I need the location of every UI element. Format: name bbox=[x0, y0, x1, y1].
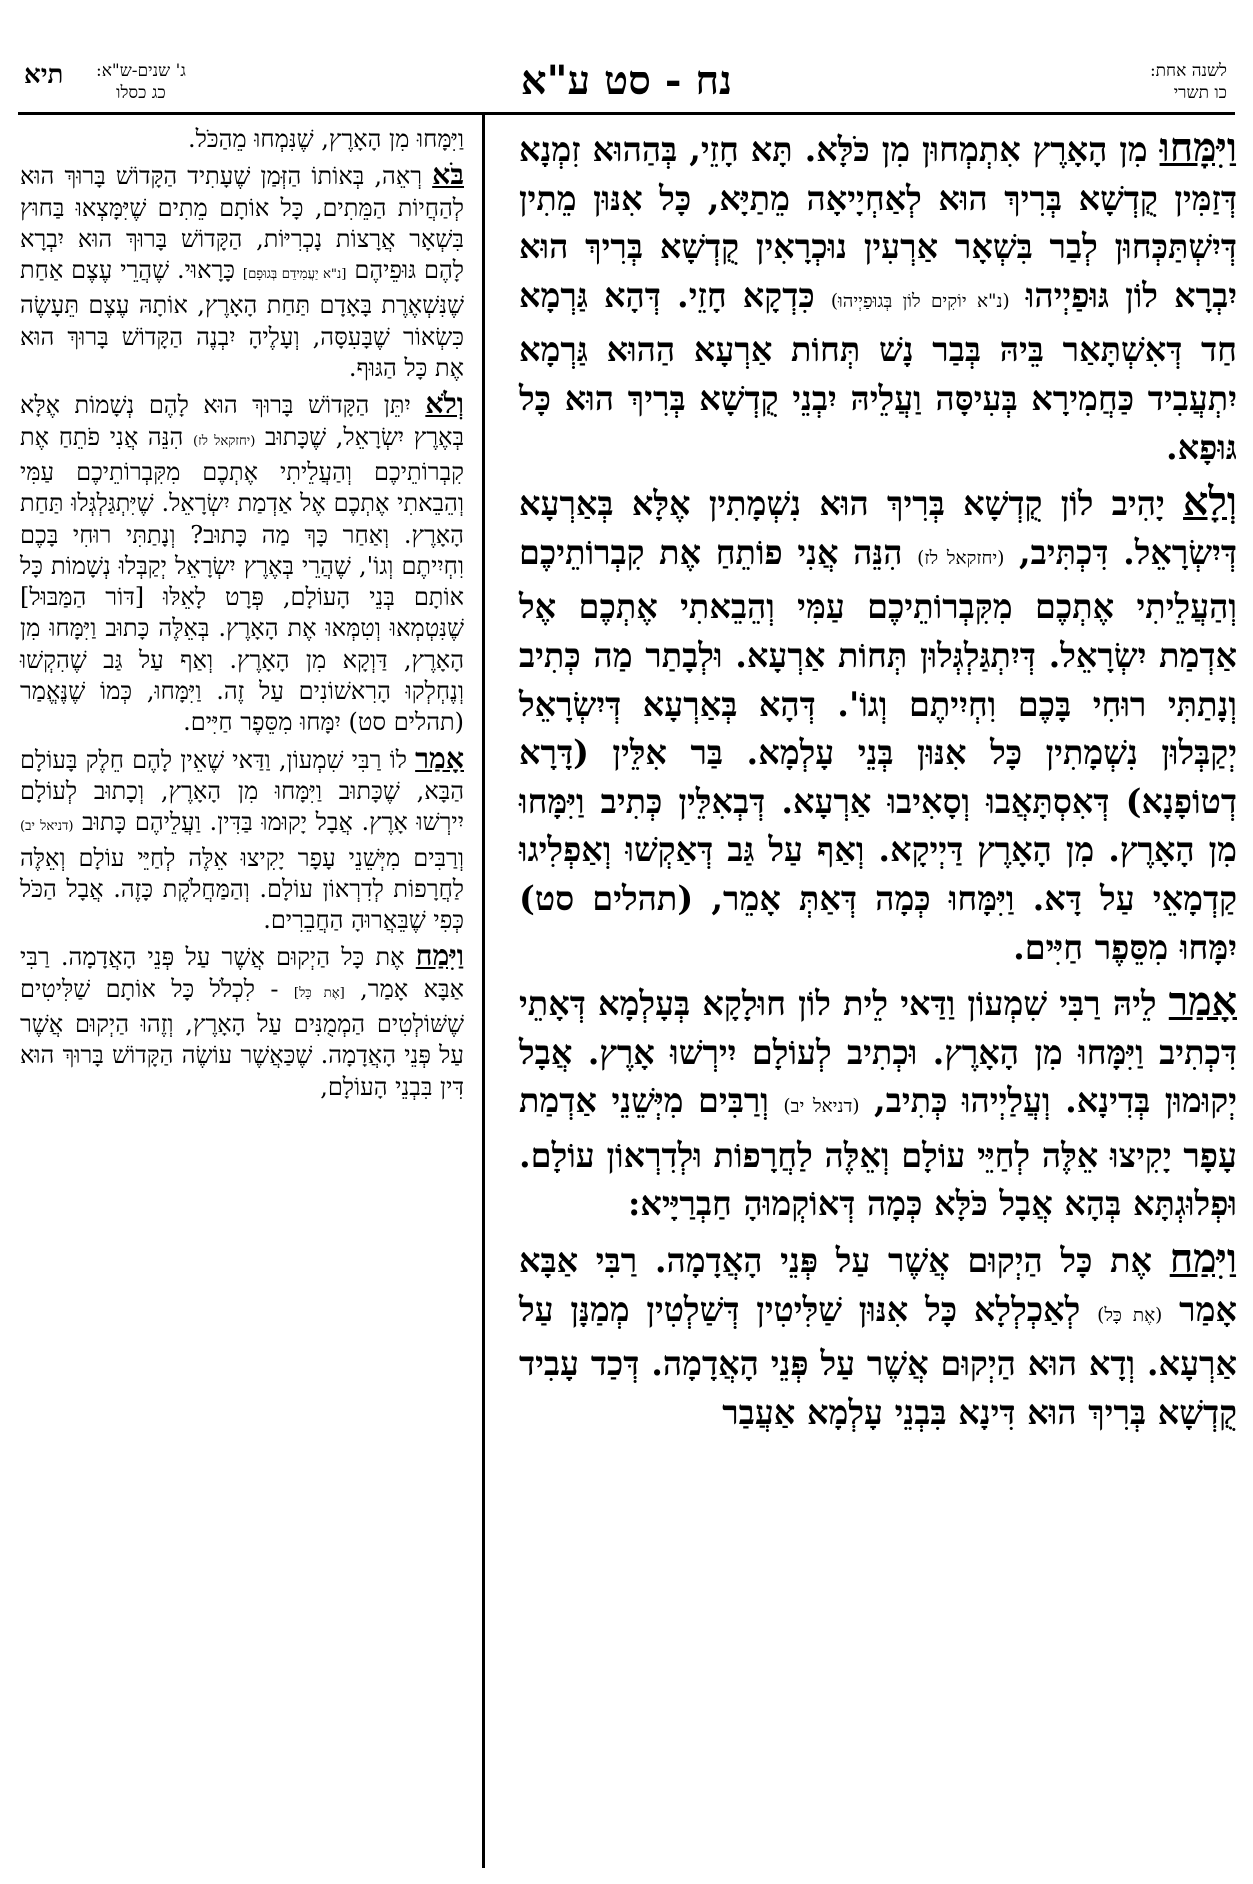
paragraph-text: יִתֵּן הַקָּדוֹשׁ בָּרוּךְ הוּא לָהֶם נְשָׁמוֹת אֶלָּא בְּאֶרֶץ יִשְׂרָאֵל, שֶׁכָּתוּב bbox=[20, 391, 465, 451]
bracketed-note: [אֶת כָּל] bbox=[293, 985, 345, 1001]
page-header bbox=[18, 58, 1235, 110]
paragraph-opening-word: וַיִּמָּחוּ bbox=[1159, 125, 1237, 171]
translation-paragraph bbox=[20, 159, 464, 384]
scripture-reference: (יחזקאל לז) bbox=[192, 433, 256, 449]
main-paragraph bbox=[519, 978, 1237, 1229]
paragraph-opening-word: וַיִּמַח bbox=[415, 938, 464, 973]
paragraph-text: - לִכְלֹל כָּל אוֹתָם שַׁלִּיטִים שֶׁשּׁוֹלְטִים הַמְמֻנִּים עַל הָאָרֶץ, וְזֶהוּ הַיְקוּם אֲשֶׁר עַל פְּנֵי הָאֲדָמָה. שֶׁכַּאֲשֶׁר עוֹשֶׂה הַקָּדוֹשׁ בָּרוּךְ הוּא דִּין בִּבְנֵי הָעוֹלָם, bbox=[20, 974, 464, 1101]
paragraph-text: הִנֵּה אֲנִי פוֹתֵחַ אֶת קִבְרוֹתֵיכֶם וְהַעֲלֵיתִי אֶתְכֶם מִקִּבְרוֹתֵיכֶם עַמִּי וְהֵבֵאתִי אֶתְכֶם אֶל אַדְמַת יִשְׂרָאֵל. דְּיִתְגַּלְגְּלוּן תְּחוֹת אַרְעָא. וּלְבָתַר מַה כְּתִיב וְנָתַתִּי רוּחִי בָּכֶם וִחְיִיתֶם וְגוֹ'. דְּהָא בְּאַרְעָא דְּיִשְׂרָאֵל יְקַבְּלוּן נִשְׁמָתִין כָּל אִנּוּן בְּנֵי עָלְמָא. בַּר אִלֵּין (דָּרָא דְטוֹפָנָא) דְּאִסְתָּאֲבוּ וְסָאִיבוּ אַרְעָא. דְּבְאִלֵּין כְּתִיב וַיִּמָּחוּ מִן הָאָרֶץ. מִן הָאָרֶץ דַּיְיקָא. וְאַף עַל גַּב דְּאַקְשׁוּ וְאַפְלִיגוּ קַדְמָאֵי עַל דָּא. וַיִּמָּחוּ כְּמָה דְּאַתְּ אָמֵר, (תהלים סט) יִמָּחוּ מִסֵּפֶר חַיִּים. bbox=[519, 532, 1237, 967]
paragraph-opening-word: וְלֹא bbox=[425, 386, 464, 421]
schedule-label: לשנה אחת: bbox=[1149, 61, 1227, 81]
schedule-date: כו תשרי bbox=[1173, 83, 1227, 103]
paragraph-text: לוֹ רַבִּי שִׁמְעוֹן, וַדַּאי שֶׁאֵין לָהֶם חֵלֶק בָּעוֹלָם הַבָּא, שֶׁכָּתוּב וַיִּמָּחוּ מִן הָאָרֶץ, וְכָתוּב לְעוֹלָם יִירְשׁוּ אָרֶץ. אֲבָל יָקוּמוּ בַּדִּין. וַעֲלֵיהֶם כָּתוּב bbox=[20, 745, 464, 837]
translation-paragraph bbox=[20, 388, 464, 738]
main-paragraph bbox=[519, 1235, 1237, 1437]
paragraph-text: אֶת כָּל הַיְקוּם אֲשֶׁר עַל פְּנֵי הָאֲדָמָה. רַבִּי אַבָּא אָמַר, bbox=[20, 943, 464, 1003]
paragraph-text: כָּרָאוּי. שֶׁהֲרֵי עֶצֶם אַחַת שֶׁנִּשְׁאֶרֶת בָּאָדָם תַּחַת הָאָרֶץ, אוֹתָהּ עֶצֶם תֵּעָשֶׂה כִּשְׂאוֹר שֶׁבָּעִסָּה, וְעָלֶיהָ יִבְנֶה הַקָּדוֹשׁ בָּרוּךְ הוּא אֶת כָּל הַגּוּף. bbox=[20, 256, 464, 383]
column-divider bbox=[482, 112, 485, 1868]
paragraph-text: כִּדְקָא חָזֵי. דְּהָא גַּרְמָא חַד דְּאִשְׁתָּאַר בֵּיהּ בְּבַר נָשׁ תְּחוֹת אַרְעָא הַהוּא גַּרְמָא יִתְעֲבִיד כַּחֲמִירָא בְּעִיסָּה וַעֲלֵיהּ יִבְנֵי קֻדְשָׁא בְּרִיךְ הוּא כָּל גּוּפָא. bbox=[519, 275, 1237, 467]
schedule-date: כג כסלו bbox=[116, 83, 166, 103]
main-paragraph bbox=[519, 478, 1237, 972]
paragraph-text: הִנֵּה אֲנִי פֹתֵחַ אֶת קִבְרוֹתֵיכֶם וְהַעֲלֵיתִי אֶתְכֶם מִקִּבְרוֹתֵיכֶם עַמִּי וְהֵבֵאתִי אֶתְכֶם אֶל אַדְמַת יִשְׂרָאֵל. שֶׁיִּתְגַּלְגְּלוּ תַּחַת הָאָרֶץ. וְאַחַר כָּךְ מַה כָּתוּב? וְנָתַתִּי רוּחִי בָּכֶם וִחְיִיתֶם וְגוֹ', שֶׁהֲרֵי בְּאֶרֶץ יִשְׂרָאֵל יְקַבְּלוּ נְשָׁמוֹת כָּל אוֹתָם בְּנֵי הָעוֹלָם, פְּרָט לָאֵלּוּ [דּוֹר הַמַּבּוּל] שֶׁנִּטְמְאוּ וְטִמְּאוּ אֶת הָאָרֶץ. בְּאֵלֶּה כָּתוּב וַיִּמָּחוּ מִן הָאָרֶץ, דַּוְקָא מִן הָאָרֶץ. וְאַף עַל גַּב שֶׁהִקְשׁוּ וְנֶחְלְקוּ הָרִאשׁוֹנִים עַל זֶה. וַיִּמָּחוּ, כְּמוֹ שֶׁנֶּאֱמַר (תהלים סט) יִמָּחוּ מִסֵּפֶר חַיִּים. bbox=[20, 422, 464, 737]
translation-paragraph bbox=[20, 740, 464, 937]
paragraph-text: וְרַבִּים מִיְּשֵׁנֵי עָפָר יָקִיצוּ אֵלֶּה לְחַיֵּי עוֹלָם וְאֵלֶּה לַחֲרָפוֹת לְדִרְאוֹן עוֹלָם. וְהַמַּחֲלֹקֶת כָּזֶה. אֲבָל הַכֹּל כְּפִי שֶׁבֵּאֲרוּהָ הַחֲבֵרִים. bbox=[20, 843, 464, 935]
schedule-label: ג' שנים-ש"א: bbox=[96, 61, 186, 81]
page-number: תיא bbox=[24, 60, 64, 90]
paragraph-opening-word: וְלָא bbox=[1183, 479, 1237, 526]
scripture-reference: (דניאל יב) bbox=[20, 819, 74, 835]
paragraph-opening-word: אָמַר bbox=[415, 740, 464, 775]
scripture-reference: (יחזקאל לז) bbox=[917, 547, 1005, 569]
paragraph-text: רְאֵה, בְּאוֹתוֹ הַזְּמַן שֶׁעָתִיד הַקָּדוֹשׁ בָּרוּךְ הוּא לְהַחֲיוֹת הַמֵּתִים, כָּל אוֹתָם מֵתִים שֶׁיִּמָּצְאוּ בַּחוּץ בִּשְׁאָר אֲרָצוֹת נָכְרִיּוֹת, הַקָּדוֹשׁ בָּרוּךְ הוּא יִבְרָא לָהֶם גּוּפֵיהֶם bbox=[20, 162, 464, 285]
translation-column bbox=[20, 124, 464, 1103]
paragraph-text: לֵיהּ רַבִּי שִׁמְעוֹן וַדַּאי לֵית לוֹן חוּלָקָא בְּעָלְמָא דְּאָתֵי דִּכְתִיב וַיִּמָּחוּ מִן הָאָרֶץ. וּכְתִיב לְעוֹלָם יִירְשׁוּ אָרֶץ. אֲבָל יְקוּמוּן בְּדִינָא. וְעֲלַיְיהוּ כְּתִיב, bbox=[519, 984, 1237, 1121]
alt-reading-note: (נ"א יוֹקִים לוֹן בְּגוּפַיְיהוּ) bbox=[830, 290, 1010, 312]
paragraph-text: וַיִּמָּחוּ מִן הָאָרֶץ, שֶׁנִּמְחוּ מֵהַכֹּל. bbox=[188, 125, 464, 153]
paragraph-text: מִן הָאָרֶץ אִתְמְחוּן מִן כֹּלָּא. תָּא חָזֵי, בְּהַהוּא זִמְנָא דְּזַמִּין קֻדְשָׁא בְּרִיךְ הוּא לְאַחְיָיאָה מֵתַיָּא, כָּל אִנּוּן מֵתִין דְּיִשְׁתַּכְּחוּן לְבַר בִּשְׁאָר אַרְעִין נוּכְרָאִין קֻדְשָׁא בְּרִיךְ הוּא יִבְרָא לוֹן גּוּפַיְיהוּ bbox=[519, 130, 1237, 315]
main-text-column bbox=[519, 124, 1237, 1437]
header-divider bbox=[18, 112, 1235, 115]
translation-paragraph bbox=[20, 940, 464, 1102]
scripture-reference: (דניאל יב) bbox=[783, 1096, 860, 1118]
paragraph-text: יָהִיב לוֹן קֻדְשָׁא בְּרִיךְ הוּא נִשְׁמָתִין אֶלָּא בְּאַרְעָא דְּיִשְׂרָאֵל. דִּכְתִּיב, bbox=[519, 484, 1238, 572]
paragraph-text: אֶת כָּל הַיְקוּם אֲשֶׁר עַל פְּנֵי הָאֲדָמָה. רַבִּי אַבָּא אָמַר bbox=[519, 1241, 1237, 1329]
paragraph-opening-word: אָמַר bbox=[1168, 979, 1237, 1026]
paragraph-opening-word: בֹּא bbox=[432, 157, 464, 192]
main-paragraph bbox=[519, 124, 1237, 472]
three-year-schedule-note bbox=[96, 60, 186, 104]
scripture-reference: (אֶת כָּל) bbox=[1097, 1304, 1163, 1326]
paragraph-text: וְרַבִּים מִיְּשֵׁנֵי אַדְמַת עָפָר יָקִיצוּ אֵלֶּה לְחַיֵּי עוֹלָם וְאֵלֶּה לַחֲרָפוֹת וּלְדִרְאוֹן עוֹלָם. וּפְלוּגְתָּא בְּהָא אֲבָל כֹּלָּא כְּמָה דְּאוֹקְמוּהָ חַבְרַיָּיא: bbox=[519, 1081, 1237, 1224]
paragraph-text: לְאַכְלְלָא כָּל אִנּוּן שַׁלִּיטִין דְּשַׁלְטִין מְמַנָּן עַל אַרְעָא. וְדָא הוּא הַיְקוּם אֲשֶׁר עַל פְּנֵי הָאֲדָמָה. דְּכַד עָבִיד קֻדְשָׁא בְּרִיךְ הוּא דִּינָא בִּבְנֵי עָלְמָא אַעֲבַר bbox=[519, 1289, 1237, 1432]
paragraph-opening-word: וַיִּמַח bbox=[1169, 1236, 1237, 1283]
page-title: נח - סט ע"א bbox=[520, 57, 733, 104]
alt-reading-note: [נ"א יַעֲמִידֵם בְּגוּפָם] bbox=[242, 267, 347, 283]
translation-paragraph bbox=[20, 124, 464, 155]
